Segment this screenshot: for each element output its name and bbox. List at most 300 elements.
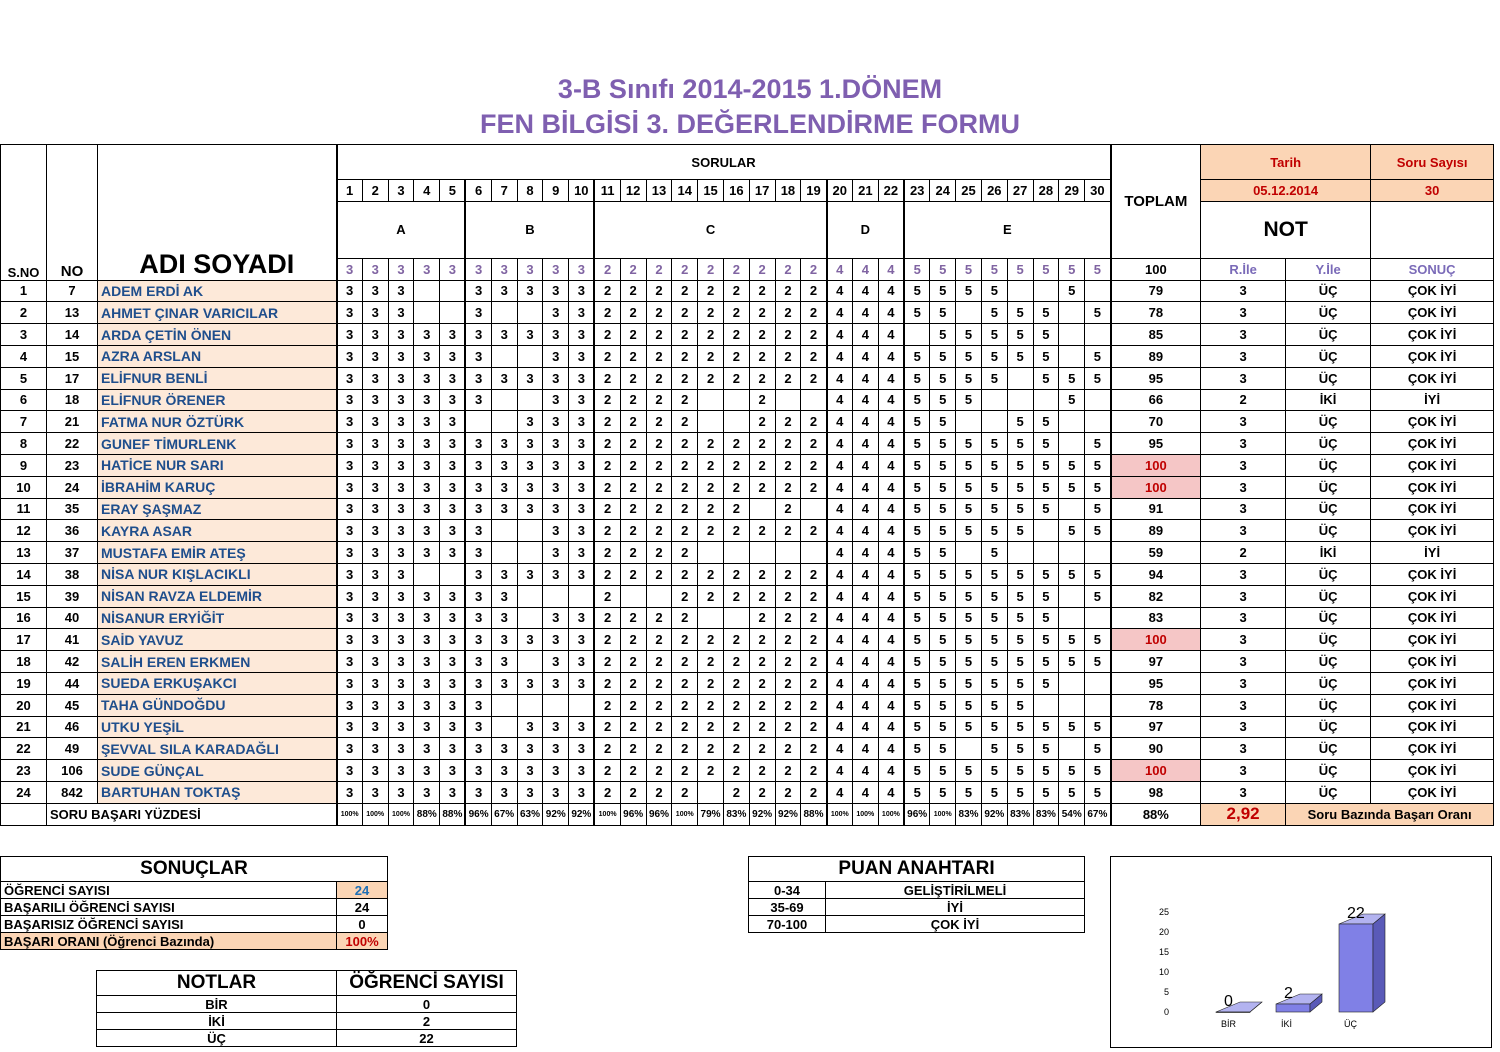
student-sno: 24	[1, 781, 47, 803]
student-r-ile: 3	[1201, 760, 1286, 782]
bar	[1216, 1012, 1250, 1013]
score-cell: 2	[646, 760, 672, 782]
score-cell: 5	[904, 694, 930, 716]
score-cell	[465, 411, 491, 433]
student-total: 95	[1111, 367, 1201, 389]
question-number: 25	[956, 180, 982, 202]
score-cell: 3	[388, 389, 414, 411]
score-cell	[517, 542, 543, 564]
student-name: GUNEF TİMURLENK	[98, 433, 337, 455]
score-cell: 2	[594, 563, 620, 585]
score-cell: 2	[620, 498, 646, 520]
score-cell: 2	[672, 389, 698, 411]
score-cell: 5	[956, 760, 982, 782]
score-cell: 3	[362, 629, 388, 651]
score-cell: 5	[981, 367, 1007, 389]
score-cell: 5	[1007, 345, 1033, 367]
score-cell: 3	[388, 651, 414, 673]
score-cell: 5	[1007, 694, 1033, 716]
student-result: ÇOK İYİ	[1371, 760, 1494, 782]
score-cell: 2	[646, 433, 672, 455]
question-points: 3	[440, 258, 466, 280]
question-success-percent: 79%	[698, 803, 724, 825]
student-no: 7	[47, 280, 98, 302]
student-r-ile: 3	[1201, 280, 1286, 302]
score-cell: 3	[569, 454, 595, 476]
score-cell: 2	[594, 345, 620, 367]
student-name: SALİH EREN ERKMEN	[98, 651, 337, 673]
score-cell: 5	[956, 672, 982, 694]
question-success-percent: 100%	[878, 803, 904, 825]
score-cell: 4	[852, 760, 878, 782]
question-number: 28	[1033, 180, 1059, 202]
student-name: ELİFNUR BENLİ	[98, 367, 337, 389]
score-cell: 5	[956, 476, 982, 498]
question-group: D	[827, 201, 904, 258]
y-ile-header: Y.İle	[1286, 258, 1371, 280]
score-range: 35-69	[749, 899, 826, 916]
score-cell	[698, 781, 724, 803]
score-cell	[517, 302, 543, 324]
student-total: 97	[1111, 716, 1201, 738]
student-y-ile: ÜÇ	[1286, 760, 1371, 782]
score-cell: 3	[440, 367, 466, 389]
question-number: 26	[981, 180, 1007, 202]
student-result: ÇOK İYİ	[1371, 324, 1494, 346]
table-row	[1, 672, 1494, 694]
score-cell: 3	[337, 629, 363, 651]
score-cell: 5	[904, 411, 930, 433]
score-cell	[1059, 672, 1085, 694]
score-cell: 3	[491, 476, 517, 498]
score-cell: 2	[775, 367, 801, 389]
score-cell: 5	[1033, 738, 1059, 760]
score-cell: 2	[594, 585, 620, 607]
score-cell: 5	[1007, 454, 1033, 476]
student-y-ile: ÜÇ	[1286, 781, 1371, 803]
score-cell: 5	[904, 454, 930, 476]
score-cell: 4	[827, 324, 853, 346]
score-cell: 2	[620, 345, 646, 367]
score-cell: 3	[388, 498, 414, 520]
sorular-header: SORULAR	[337, 145, 1111, 180]
table-row	[1, 498, 1494, 520]
score-cell: 3	[388, 345, 414, 367]
student-name: NİSAN RAVZA ELDEMİR	[98, 585, 337, 607]
score-cell: 3	[543, 433, 569, 455]
score-cell: 4	[827, 302, 853, 324]
score-cell: 2	[723, 563, 749, 585]
score-cell: 2	[620, 520, 646, 542]
results-title: SONUÇLAR	[1, 857, 388, 882]
score-cell: 4	[852, 454, 878, 476]
score-cell: 5	[904, 367, 930, 389]
score-cell: 5	[1059, 454, 1085, 476]
score-cell: 3	[362, 280, 388, 302]
student-y-ile: ÜÇ	[1286, 672, 1371, 694]
student-result: ÇOK İYİ	[1371, 607, 1494, 629]
score-cell: 3	[465, 476, 491, 498]
score-cell: 5	[1085, 563, 1111, 585]
student-name: SUDE GÜNÇAL	[98, 760, 337, 782]
score-cell: 3	[414, 454, 440, 476]
score-range: 0-34	[749, 882, 826, 899]
score-cell: 5	[1033, 760, 1059, 782]
score-cell: 3	[491, 672, 517, 694]
score-cell: 2	[801, 585, 827, 607]
score-cell: 2	[775, 672, 801, 694]
score-cell: 5	[956, 454, 982, 476]
student-no: 35	[47, 498, 98, 520]
score-cell: 3	[388, 563, 414, 585]
score-cell: 5	[930, 433, 956, 455]
score-cell: 3	[465, 563, 491, 585]
score-cell: 5	[956, 781, 982, 803]
table-row	[1, 716, 1494, 738]
score-cell: 3	[388, 694, 414, 716]
score-cell: 3	[517, 738, 543, 760]
score-cell	[1007, 367, 1033, 389]
score-cell: 2	[723, 629, 749, 651]
student-no: 21	[47, 411, 98, 433]
question-number: 19	[801, 180, 827, 202]
question-number: 24	[930, 180, 956, 202]
score-cell: 2	[594, 694, 620, 716]
student-total: 91	[1111, 498, 1201, 520]
score-cell: 2	[723, 651, 749, 673]
score-cell: 3	[569, 629, 595, 651]
student-y-ile: ÜÇ	[1286, 345, 1371, 367]
question-success-percent: 100%	[594, 803, 620, 825]
score-cell	[517, 694, 543, 716]
score-cell: 5	[904, 433, 930, 455]
question-success-percent: 100%	[672, 803, 698, 825]
student-total: 89	[1111, 520, 1201, 542]
x-tick-label: ÜÇ	[1344, 1019, 1357, 1029]
question-success-percent: 54%	[1059, 803, 1085, 825]
student-sno: 10	[1, 476, 47, 498]
score-cell	[491, 520, 517, 542]
score-cell: 2	[672, 345, 698, 367]
student-y-ile: ÜÇ	[1286, 607, 1371, 629]
student-total: 95	[1111, 672, 1201, 694]
student-y-ile: ÜÇ	[1286, 585, 1371, 607]
score-cell: 3	[569, 672, 595, 694]
score-cell: 3	[517, 563, 543, 585]
score-cell: 3	[414, 520, 440, 542]
score-cell: 3	[517, 629, 543, 651]
student-sno: 1	[1, 280, 47, 302]
score-cell: 5	[1033, 454, 1059, 476]
score-cell: 5	[981, 563, 1007, 585]
score-cell: 3	[569, 324, 595, 346]
score-cell: 2	[594, 324, 620, 346]
score-cell: 4	[827, 345, 853, 367]
student-total: 85	[1111, 324, 1201, 346]
score-cell: 3	[543, 672, 569, 694]
question-points: 5	[930, 258, 956, 280]
score-cell: 3	[362, 302, 388, 324]
score-cell: 3	[337, 433, 363, 455]
score-cell: 5	[1085, 760, 1111, 782]
score-cell	[646, 585, 672, 607]
student-total: 59	[1111, 542, 1201, 564]
score-cell: 4	[852, 280, 878, 302]
not-header: NOT	[1201, 201, 1371, 258]
score-cell: 5	[1007, 411, 1033, 433]
toplam-header: TOPLAM	[1111, 145, 1201, 259]
score-cell: 4	[878, 411, 904, 433]
score-cell: 4	[852, 563, 878, 585]
score-cell: 2	[620, 411, 646, 433]
score-cell: 5	[981, 629, 1007, 651]
score-cell: 5	[1085, 651, 1111, 673]
student-sno: 8	[1, 433, 47, 455]
score-cell: 3	[362, 760, 388, 782]
score-cell: 2	[775, 476, 801, 498]
student-result: İYİ	[1371, 389, 1494, 411]
average-grade-label: Soru Bazında Başarı Oranı	[1286, 803, 1494, 825]
score-cell: 4	[878, 367, 904, 389]
student-sno: 17	[1, 629, 47, 651]
student-result: ÇOK İYİ	[1371, 672, 1494, 694]
score-cell: 2	[749, 476, 775, 498]
question-number: 9	[543, 180, 569, 202]
score-cell: 3	[414, 672, 440, 694]
student-total: 70	[1111, 411, 1201, 433]
score-cell: 3	[388, 433, 414, 455]
score-cell: 5	[904, 476, 930, 498]
score-cell: 3	[337, 280, 363, 302]
score-cell: 2	[620, 324, 646, 346]
score-cell	[491, 345, 517, 367]
student-r-ile: 3	[1201, 433, 1286, 455]
score-cell: 3	[337, 672, 363, 694]
score-cell	[1085, 542, 1111, 564]
score-cell: 5	[930, 672, 956, 694]
score-cell: 5	[1059, 280, 1085, 302]
score-cell: 2	[672, 454, 698, 476]
score-cell: 2	[775, 324, 801, 346]
score-cell: 3	[569, 345, 595, 367]
score-cell: 5	[1033, 345, 1059, 367]
student-no: 13	[47, 302, 98, 324]
student-total: 100	[1111, 760, 1201, 782]
score-cell: 2	[594, 629, 620, 651]
score-cell: 5	[956, 324, 982, 346]
score-cell: 3	[337, 651, 363, 673]
score-cell: 5	[956, 280, 982, 302]
student-total: 100	[1111, 629, 1201, 651]
score-cell: 2	[672, 433, 698, 455]
student-r-ile: 3	[1201, 454, 1286, 476]
student-y-ile: ÜÇ	[1286, 520, 1371, 542]
score-cell: 5	[981, 694, 1007, 716]
student-name: NİSANUR ERYİĞİT	[98, 607, 337, 629]
score-cell: 5	[1085, 454, 1111, 476]
score-cell: 2	[801, 651, 827, 673]
score-cell: 3	[517, 324, 543, 346]
score-cell: 2	[698, 302, 724, 324]
score-cell: 4	[827, 607, 853, 629]
score-cell: 2	[801, 324, 827, 346]
score-cell	[1059, 433, 1085, 455]
score-cell: 3	[414, 345, 440, 367]
score-cell: 3	[362, 498, 388, 520]
score-cell: 2	[646, 672, 672, 694]
score-cell: 5	[1085, 520, 1111, 542]
student-y-ile: ÜÇ	[1286, 367, 1371, 389]
score-cell: 2	[620, 302, 646, 324]
score-cell: 2	[672, 651, 698, 673]
student-total: 82	[1111, 585, 1201, 607]
question-success-percent: 100%	[852, 803, 878, 825]
score-cell: 5	[1059, 563, 1085, 585]
student-sno: 23	[1, 760, 47, 782]
question-number: 15	[698, 180, 724, 202]
score-cell: 3	[569, 411, 595, 433]
score-cell: 2	[749, 738, 775, 760]
score-cell: 2	[775, 302, 801, 324]
score-cell: 2	[775, 716, 801, 738]
score-cell: 2	[801, 367, 827, 389]
score-cell: 2	[801, 454, 827, 476]
score-cell: 2	[620, 607, 646, 629]
score-cell: 3	[465, 367, 491, 389]
grade-label: İKİ	[97, 1013, 337, 1030]
score-cell: 3	[414, 607, 440, 629]
bar	[1276, 1004, 1310, 1012]
score-cell: 2	[594, 411, 620, 433]
score-cell: 5	[904, 302, 930, 324]
table-row	[1, 520, 1494, 542]
question-number: 22	[878, 180, 904, 202]
score-cell: 5	[981, 520, 1007, 542]
score-cell: 3	[465, 345, 491, 367]
name-header: ADI SOYADI	[98, 145, 337, 281]
score-cell: 2	[620, 629, 646, 651]
score-cell: 2	[775, 585, 801, 607]
question-points: 3	[465, 258, 491, 280]
score-cell: 2	[698, 454, 724, 476]
score-cell: 5	[904, 716, 930, 738]
score-cell: 5	[1007, 760, 1033, 782]
table-row	[1, 585, 1494, 607]
question-success-percent: 92%	[749, 803, 775, 825]
question-number: 18	[775, 180, 801, 202]
score-cell: 3	[465, 520, 491, 542]
score-cell: 5	[1059, 651, 1085, 673]
score-cell: 5	[1033, 585, 1059, 607]
score-cell	[775, 389, 801, 411]
question-points: 2	[594, 258, 620, 280]
score-cell: 4	[852, 367, 878, 389]
score-cell: 2	[672, 563, 698, 585]
score-cell: 2	[723, 280, 749, 302]
score-cell: 5	[981, 781, 1007, 803]
score-cell: 5	[981, 476, 1007, 498]
score-cell: 3	[491, 498, 517, 520]
score-cell: 3	[362, 694, 388, 716]
r-ile-header: R.İle	[1201, 258, 1286, 280]
score-cell: 4	[852, 672, 878, 694]
score-cell	[956, 738, 982, 760]
score-cell: 2	[594, 498, 620, 520]
score-cell: 2	[775, 411, 801, 433]
score-cell: 5	[1007, 629, 1033, 651]
student-no: 41	[47, 629, 98, 651]
score-cell: 3	[491, 651, 517, 673]
score-cell: 2	[775, 280, 801, 302]
score-cell: 3	[388, 476, 414, 498]
student-r-ile: 3	[1201, 520, 1286, 542]
score-cell: 2	[594, 781, 620, 803]
score-cell: 2	[698, 367, 724, 389]
score-cell: 3	[569, 520, 595, 542]
student-r-ile: 2	[1201, 389, 1286, 411]
score-cell: 3	[388, 280, 414, 302]
question-number: 2	[362, 180, 388, 202]
score-cell: 5	[930, 716, 956, 738]
score-cell: 2	[620, 672, 646, 694]
score-cell: 2	[672, 280, 698, 302]
score-cell: 3	[337, 760, 363, 782]
score-cell: 2	[594, 433, 620, 455]
table-row	[1, 411, 1494, 433]
score-cell: 3	[569, 716, 595, 738]
student-sno: 9	[1, 454, 47, 476]
score-cell: 4	[852, 781, 878, 803]
student-y-ile: ÜÇ	[1286, 302, 1371, 324]
student-total: 98	[1111, 781, 1201, 803]
score-cell: 3	[414, 629, 440, 651]
score-cell: 3	[491, 629, 517, 651]
score-cell: 2	[775, 651, 801, 673]
score-cell: 3	[465, 324, 491, 346]
question-success-percent: 92%	[569, 803, 595, 825]
score-cell: 4	[852, 324, 878, 346]
question-number: 5	[440, 180, 466, 202]
score-cell: 5	[981, 542, 1007, 564]
score-cell	[517, 345, 543, 367]
score-cell: 5	[1085, 433, 1111, 455]
score-cell: 3	[388, 520, 414, 542]
student-r-ile: 3	[1201, 672, 1286, 694]
question-points: 2	[646, 258, 672, 280]
question-points: 2	[801, 258, 827, 280]
score-cell	[440, 302, 466, 324]
score-cell	[1059, 585, 1085, 607]
score-cell: 2	[620, 716, 646, 738]
score-cell: 5	[1085, 367, 1111, 389]
student-name: AHMET ÇINAR VARICILAR	[98, 302, 337, 324]
score-cell: 2	[723, 672, 749, 694]
score-cell: 5	[956, 694, 982, 716]
question-number: 16	[723, 180, 749, 202]
score-cell: 5	[981, 302, 1007, 324]
question-points: 3	[491, 258, 517, 280]
score-cell	[749, 542, 775, 564]
score-cell: 5	[1007, 563, 1033, 585]
data-label: 2	[1284, 985, 1293, 1002]
score-cell: 5	[930, 476, 956, 498]
score-cell: 3	[388, 738, 414, 760]
question-number: 10	[569, 180, 595, 202]
question-success-percent: 96%	[465, 803, 491, 825]
student-sno: 21	[1, 716, 47, 738]
score-cell: 5	[930, 607, 956, 629]
student-result: ÇOK İYİ	[1371, 411, 1494, 433]
